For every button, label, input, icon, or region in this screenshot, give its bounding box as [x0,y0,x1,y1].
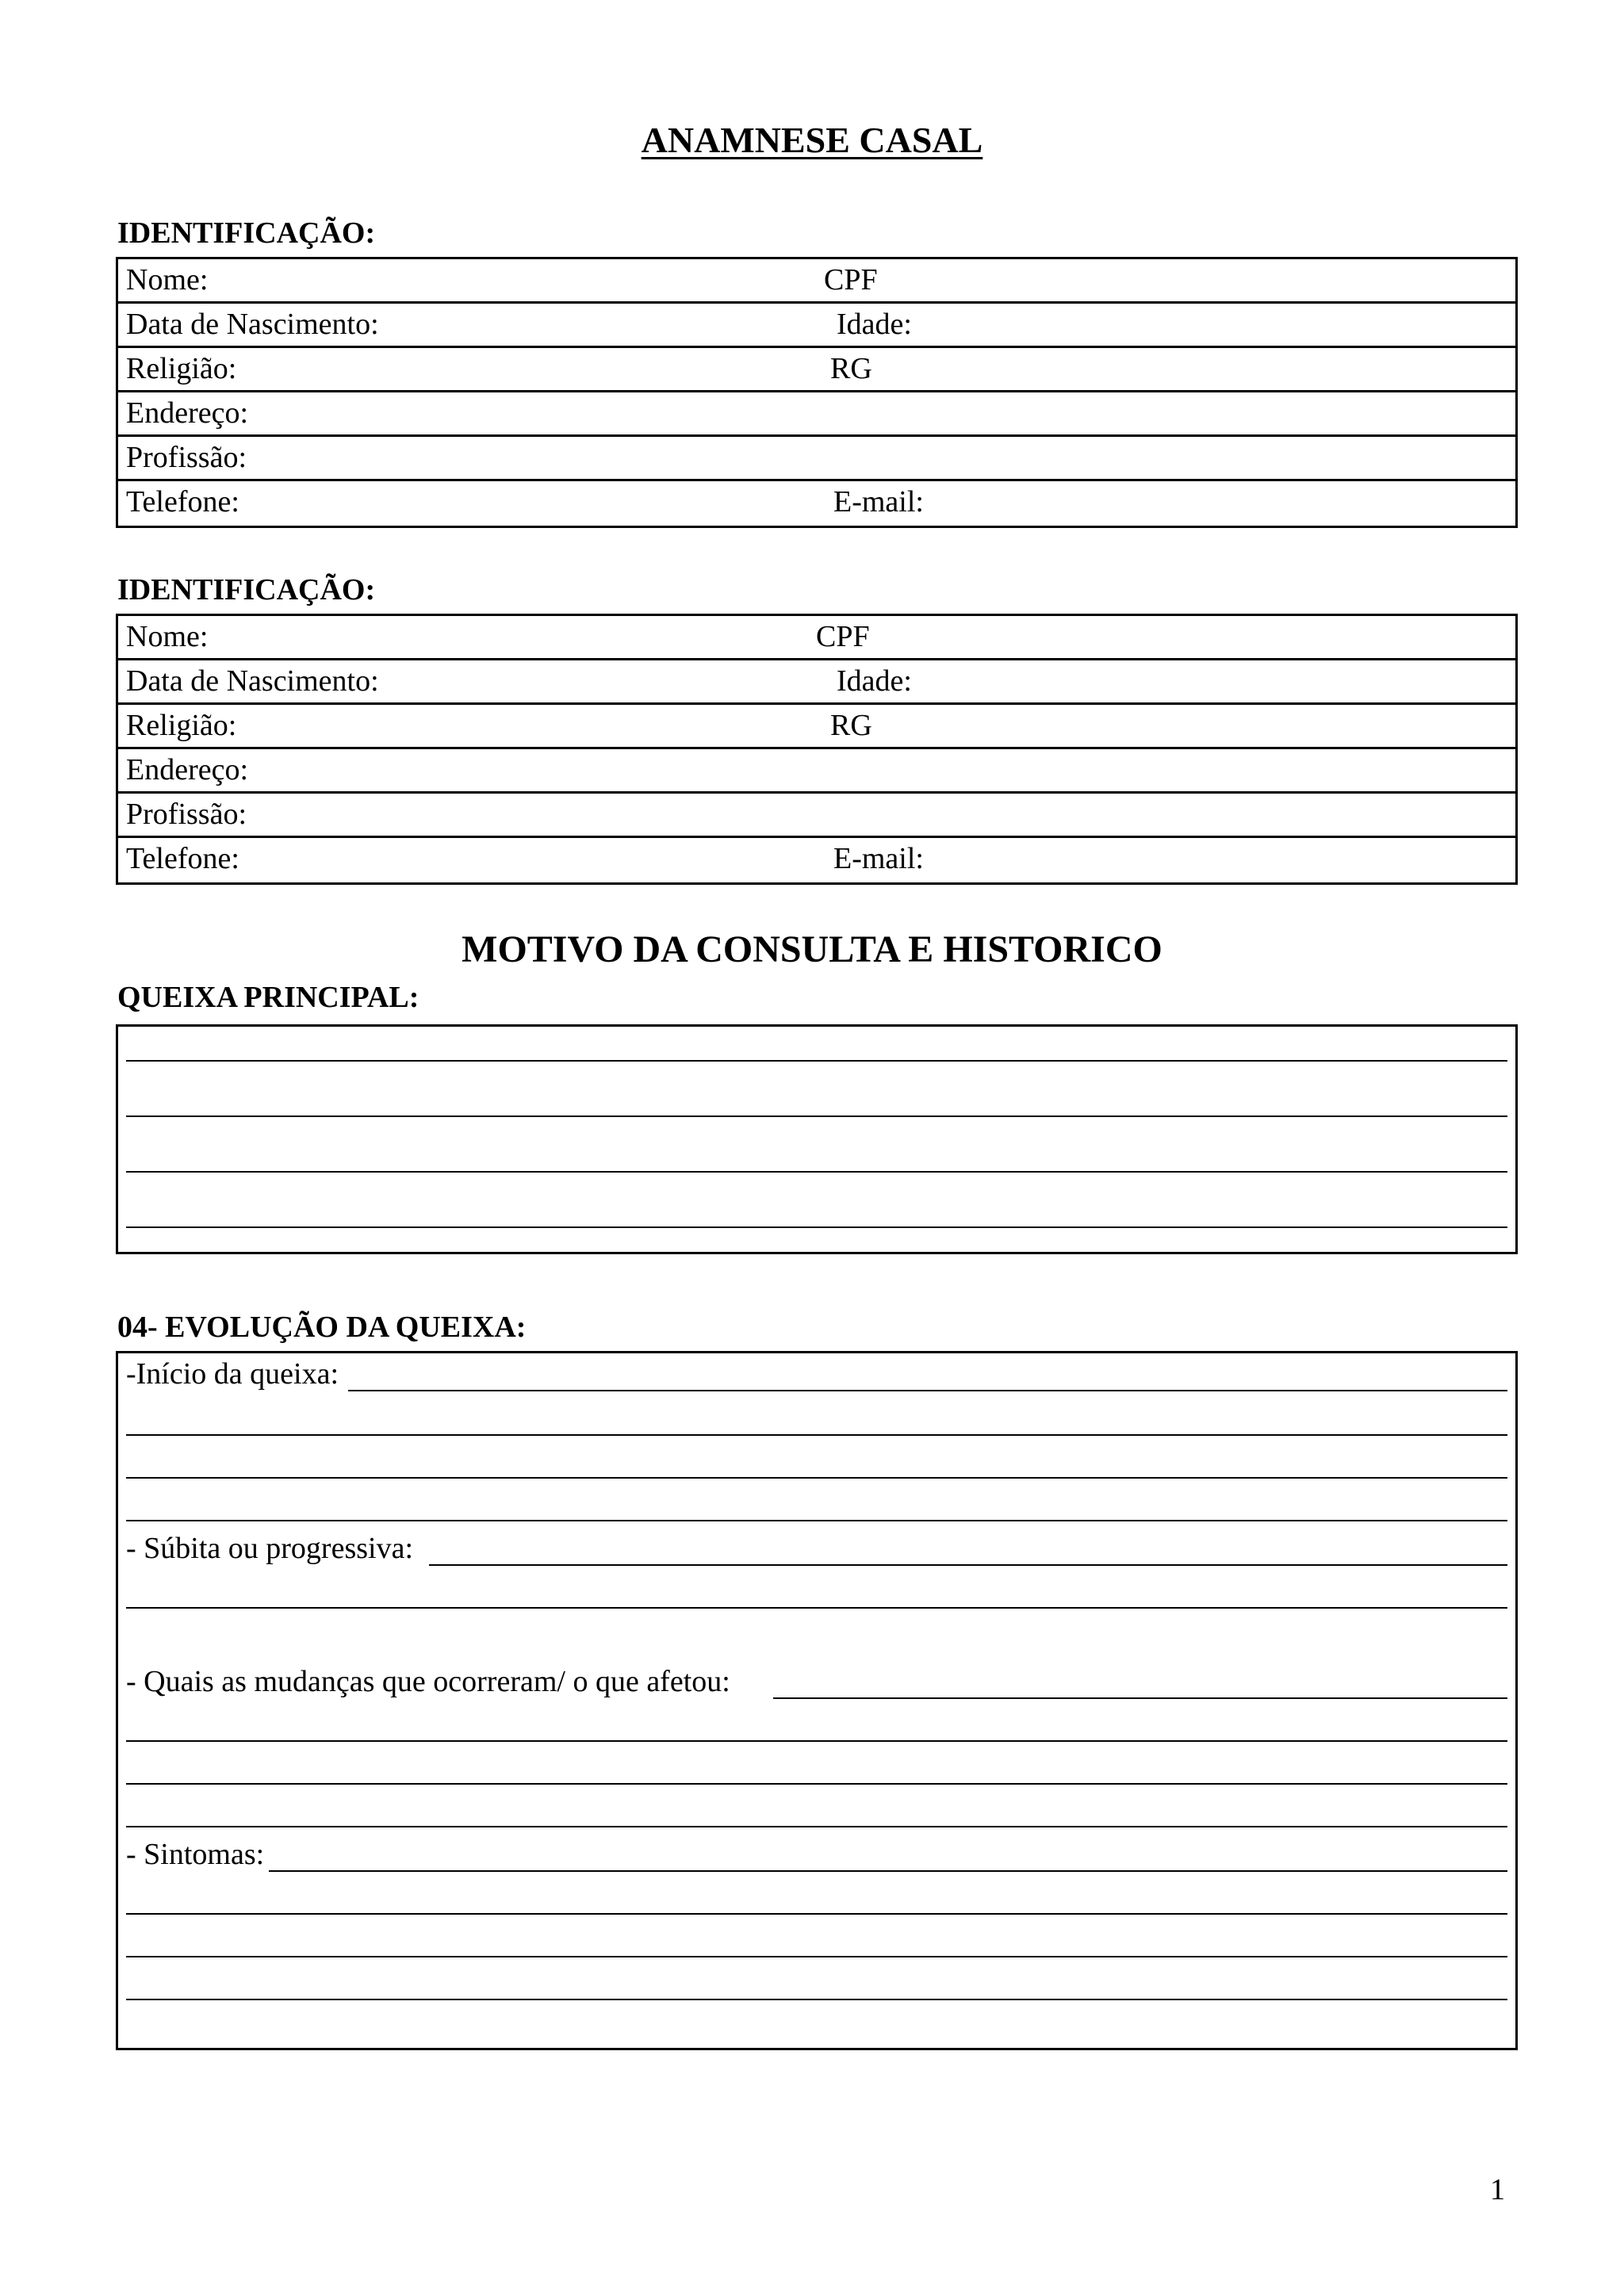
sintomas-line-3[interactable] [126,1956,1507,1957]
id2-telefone-label: Telefone: [126,842,239,875]
identification-label-1: IDENTIFICAÇÃO: [117,216,376,250]
mudancas-label: - Quais as mudanças que ocorreram/ o que afetou: [126,1665,730,1698]
identification-table-1 [116,257,1518,528]
id2-nome-label: Nome: [126,620,209,653]
mudancas-line-2[interactable] [126,1740,1507,1742]
id2-idade-label: Idade: [837,664,912,698]
sintomas-label: - Sintomas: [126,1838,265,1871]
id1-rg-label: RG [830,352,872,385]
queixa-principal-label: QUEIXA PRINCIPAL: [117,981,419,1014]
inicio-line-2[interactable] [126,1434,1507,1436]
id2-row-endereco[interactable] [118,749,1515,794]
mudancas-line-1[interactable] [773,1697,1507,1699]
subita-label: - Súbita ou progressiva: [126,1532,414,1565]
id1-nome-label: Nome: [126,263,209,297]
evolucao-box [116,1351,1518,2050]
id1-row-nome[interactable] [118,259,1515,304]
id1-profissao-label: Profissão: [126,441,247,474]
sintomas-line-1[interactable] [269,1870,1507,1872]
queixa-principal-box[interactable] [116,1024,1518,1254]
subita-line-2[interactable] [126,1607,1507,1609]
id2-cpf-label: CPF [816,620,870,653]
inicio-line-1[interactable] [348,1390,1507,1391]
queixa-line-1[interactable] [126,1060,1507,1062]
id1-telefone-label: Telefone: [126,485,239,519]
id2-row-profissao[interactable] [118,794,1515,838]
queixa-line-2[interactable] [126,1115,1507,1117]
id2-row-religiao[interactable] [118,705,1515,749]
mudancas-line-4[interactable] [126,1826,1507,1827]
id2-row-nome[interactable] [118,616,1515,660]
identification-table-2 [116,614,1518,885]
queixa-line-3[interactable] [126,1171,1507,1173]
id2-profissao-label: Profissão: [126,798,247,831]
id1-row-telefone[interactable] [118,481,1515,526]
id2-row-telefone[interactable] [118,838,1515,882]
id2-rg-label: RG [830,709,872,742]
motivo-heading: MOTIVO DA CONSULTA E HISTORICO [462,928,1162,970]
inicio-line-4[interactable] [126,1520,1507,1521]
subita-line-1[interactable] [429,1564,1507,1566]
id1-email-label: E-mail: [833,485,924,519]
id1-cpf-label: CPF [824,263,878,297]
id1-row-religiao[interactable] [118,348,1515,392]
sintomas-line-4[interactable] [126,1999,1507,2000]
identification-label-2: IDENTIFICAÇÃO: [117,573,376,607]
id1-row-nascimento[interactable] [118,304,1515,348]
inicio-line-3[interactable] [126,1477,1507,1479]
sintomas-line-2[interactable] [126,1913,1507,1915]
id2-religiao-label: Religião: [126,709,237,742]
evolucao-label: 04- EVOLUÇÃO DA QUEIXA: [117,1311,527,1344]
id2-endereco-label: Endereço: [126,753,249,786]
id1-row-profissao[interactable] [118,437,1515,481]
id2-row-nascimento[interactable] [118,660,1515,705]
inicio-label: -Início da queixa: [126,1357,339,1391]
queixa-line-4[interactable] [126,1226,1507,1228]
id1-religiao-label: Religião: [126,352,237,385]
page-number: 1 [1490,2173,1505,2206]
id2-nascimento-label: Data de Nascimento: [126,664,379,698]
id2-email-label: E-mail: [833,842,924,875]
id1-endereco-label: Endereço: [126,396,249,430]
id1-row-endereco[interactable] [118,392,1515,437]
page-title: ANAMNESE CASAL [641,120,983,160]
mudancas-line-3[interactable] [126,1783,1507,1785]
id1-idade-label: Idade: [837,308,912,341]
id1-nascimento-label: Data de Nascimento: [126,308,379,341]
